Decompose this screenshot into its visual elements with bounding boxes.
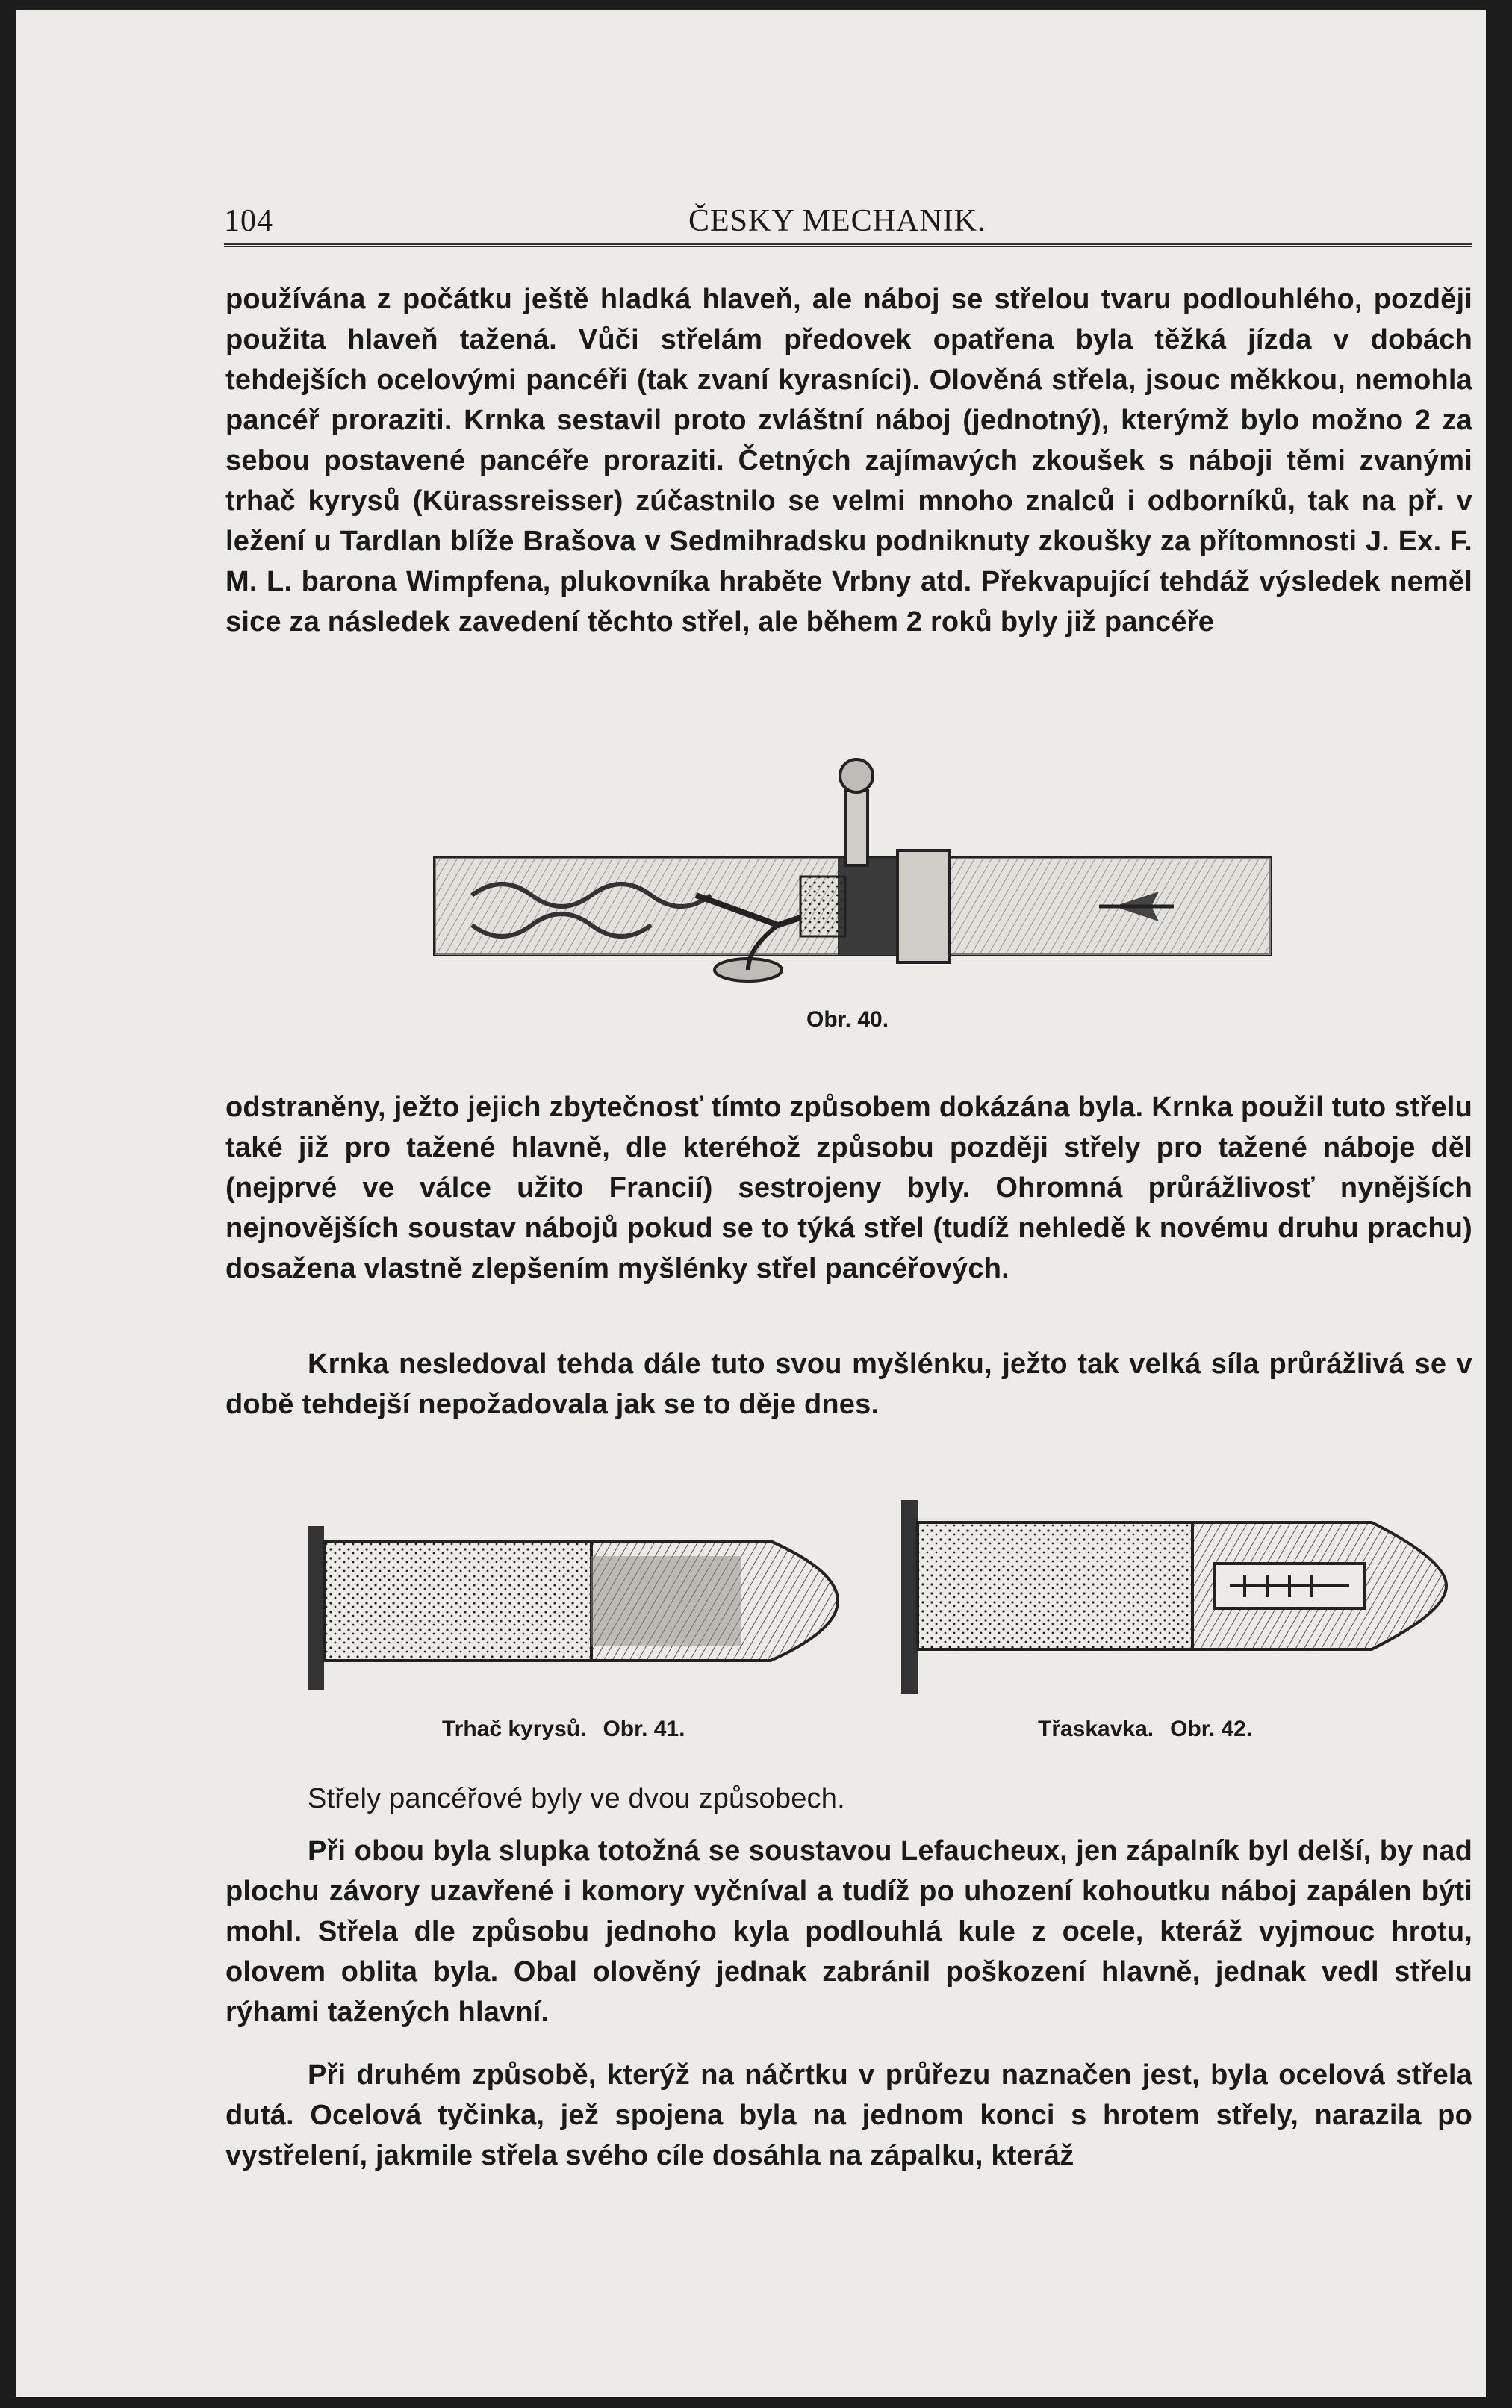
figure-42-illustration bbox=[894, 1493, 1461, 1709]
page-number: 104 bbox=[224, 204, 273, 238]
figure-40-caption: Obr. 40. bbox=[806, 1007, 889, 1032]
paragraph-3: Krnka nesledoval tehda dále tuto svou myšlénku, ježto tak velká síla průrážlivá se v době tehdejší nepožadovala jak se to děje dnes. bbox=[225, 1348, 1472, 1420]
figure-42-number: Obr. 42. bbox=[1170, 1717, 1253, 1741]
paragraph-6: Při druhém způsobě, kterýž na náčrtku v průřezu naznačen jest, byla ocelová střela dutá. Ocelová tyčinka, jež spojena byla na jednom konci s hrotem střely, narazila po vystřelení, jakmile střela svého cíle dosáhla na zápalku, kteráž bbox=[225, 2059, 1472, 2171]
paragraph-1: používána z počátku ještě hladká hlaveň, ale náboj se střelou tvaru podlouhlého, později použita hlaveň tažená. Vůči střelám předovek opatřena byla těžká jízda v dobách tehdejších ocelovými pancéři (tak zvaní kyrasníci). Olověná střela, jsouc měkkou, nemohla pancéř proraziti. Krnka sestavil proto zvláštní náboj (jednotný), kterýmž bylo možno 2 za sebou postavené pancéře proraziti. Četných zajímavých zkoušek s náboji těmi zvanými trhač kyrysů (Kürassreisser) zúčastnilo se velmi mnoho znalců i odborníků, tak na př. v ležení u Tardlan blíže Brašova v Sedmihradsku podniknuty zkoušky za přítomnosti J. Ex. F. M. L. barona Wimpfena, plukovníka hraběte Vrbny atd. Překvapující tehdáž výsledek neměl sice za následek zavedení těchto střel, ale během 2 roků byly již pancéře bbox=[225, 284, 1472, 638]
paragraph-2: odstraněny, ježto jejich zbytečnosť tímto způsobem dokázána byla. Krnka použil tuto střelu také již pro tažené hlavně, dle kteréhož způsobu později střely pro tažené náboje děl (nejprvé ve válce užito Francií) sestrojeny byly. Ohromná průrážlivosť nynějších nejnovějších soustav nábojů pokud se to týká střel (tudíž nehledě k novému druhu prachu) dosažena vlastně zlepšením myšlénky střel pancéřových. bbox=[225, 1092, 1472, 1284]
figure-41-caption bbox=[442, 1717, 702, 1742]
figure-41-illustration bbox=[293, 1511, 875, 1705]
figure-41-number: Obr. 41. bbox=[603, 1717, 685, 1741]
figure-41-name: Trhač kyrysů. bbox=[442, 1717, 587, 1741]
running-title: ČESKY MECHANIK. bbox=[688, 204, 986, 238]
header-rule bbox=[224, 243, 1472, 249]
paragraph-4: Střely pancéřové byly ve dvou způsobech. bbox=[308, 1783, 845, 1814]
figure-42-name: Třaskavka. bbox=[1038, 1717, 1154, 1741]
page-header bbox=[224, 203, 1472, 248]
figure-42-caption bbox=[1038, 1717, 1269, 1742]
book-page bbox=[16, 10, 1486, 2397]
paragraph-5: Při obou byla slupka totožná se soustavou Lefaucheux, jen zápalník byl delší, by nad plochu závory uzavřené i komory vyčníval a tudíž po uhození kohoutku náboj zapálen býti mohl. Střela dle způsobu jednoho kyla podlouhlá kule z ocele, kteráž vyjmouc hrotu, olovem oblita byla. Obal olověný jednak zabránil poškození hlavně, jednak vedl střelu rýhami tažených hlavní. bbox=[225, 1835, 1472, 2028]
figure-40-illustration bbox=[427, 746, 1286, 992]
